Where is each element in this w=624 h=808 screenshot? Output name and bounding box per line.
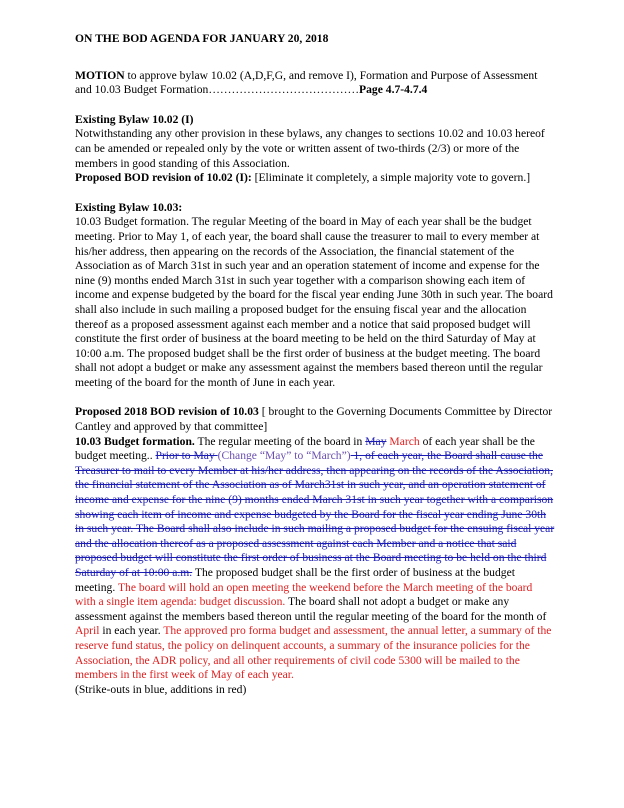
proposed-text-4: The board shall not adopt a budget or make any assessment against the members based thereon until the regular meeting of the board for the month of xyxy=(75,595,547,623)
added-text-2: The approved pro forma budget and assessment, the annual letter, a summary of the reserve fund status, the policy on delinquent accounts, a summary of the insurance policies for the Association, the ADR policy, and all other requirements of civil code 5300 will be mailed to the members in the first week of May of each year. xyxy=(75,624,552,682)
bylaw-1002-proposed xyxy=(75,171,555,186)
proposed-text-2: of each year shall be the budget meeting.. xyxy=(75,434,535,463)
bylaw-1002-text: Notwithstanding any other provision in these bylaws, any changes to sections 10.02 and 10.03 hereof can be amended or repealed only by the vote or written assent of two-thirds (2/3) or more of the members in good standing of this Association. xyxy=(75,127,545,170)
legend-note: (Strike-outs in blue, additions in red) xyxy=(75,682,247,696)
motion-text: to approve bylaw 10.02 (A,D,F,G, and remove I), Formation and Purpose of Assessment and 10.03 Budget Formation………………………………… xyxy=(75,68,538,97)
bylaw-1002-proposed-text: [Eliminate it completely, a simple majority vote to govern.] xyxy=(251,171,531,185)
added-text-1: The board will hold an open meeting the weekend before the March meeting of the board with a single item agenda: budget discussion. xyxy=(75,580,533,609)
bylaw-1002-title: Existing Bylaw 10.02 (I) xyxy=(75,112,194,126)
proposed-text-1: The regular meeting of the board in xyxy=(194,434,366,448)
proposed-1003-body xyxy=(75,435,555,683)
proposed-1003-title xyxy=(75,405,555,434)
proposed-title-bold: Proposed 2018 BOD revision of 10.03 xyxy=(75,405,259,419)
proposed-text-5: in each year. xyxy=(99,624,161,638)
bylaw-1003-title: Existing Bylaw 10.03: xyxy=(75,200,183,214)
proposed-text-3: The proposed budget shall be the first order of business at the budget meeting. xyxy=(75,566,515,594)
proposed-section-label: 10.03 Budget formation. xyxy=(75,434,195,448)
document-page xyxy=(75,32,555,697)
agenda-heading: ON THE BOD AGENDA FOR JANUARY 20, 2018 xyxy=(75,32,329,45)
motion-paragraph xyxy=(75,69,555,98)
bylaw-1002-proposed-label: Proposed BOD revision of 10.02 (I): xyxy=(75,171,252,185)
motion-label: MOTION xyxy=(75,68,125,82)
struck-may: May xyxy=(365,434,387,448)
motion-pages: Page 4.7-4.7.4 xyxy=(359,83,428,97)
change-note: (Change “May” to “March”) xyxy=(217,449,351,463)
proposed-title-rest: [ brought to the Governing Documents Committee by Director Cantley and approved by that committee] xyxy=(75,405,553,434)
struck-text-2: 1, of each year, the Board shall cause the Treasurer to mail to every Member at his/her address, then appearing on the records of the Association, the financial statement of the Association as of March31st in such year, and an operation statement of income and expense for the nine (9) months ended March 31st in such year together with a comparison showing each item of income and expense budgeted by the Board for the fiscal year ending June 30th in such year. The Board shall also include in such mailing a proposed budget for the ensuing fiscal year and the allocation thereof as a proposed assessment against each Member and a notice that said proposed budget will constitute the first order of business at the Board meeting to be held on the third Saturday of at 10:00 a.m. xyxy=(75,449,555,579)
added-april: April xyxy=(75,624,100,638)
bylaw-1003-text: 10.03 Budget formation. The regular Meeting of the board in May of each year shall be the budget meeting. Prior to May 1, of each year, the board shall cause the treasurer to mail to every member at his/her address, then appearing on the records of the Association, the financial statement of the Association as of March 31st in such year and an operation statement of income and expense for the nine (9) months ended March 31st in such year together with a comparison showing each item of income and expense budgeted by the board for the fiscal year ending June 30th in such year. The board shall also include in such mailing a proposed budget for the ensuing fiscal year and the allocation thereof as a proposed assessment against each member and a notice that said proposed budget will constitute the first order of business at the board meeting to be held on the third Saturday of May at 10:00 a.m. The proposed budget shall be the first order of business at the budget meeting. The board shall not adopt a budget or make any assessment against the members based thereon until the regular meeting of the board for the month of June in each year. xyxy=(75,215,553,389)
added-march: March xyxy=(386,434,420,448)
struck-text-1: Prior to May xyxy=(155,449,218,463)
